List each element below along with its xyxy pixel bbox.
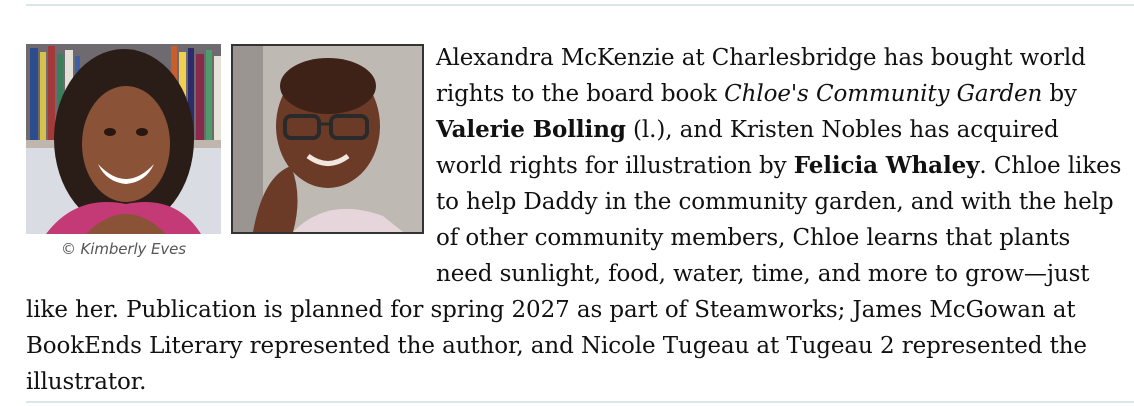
photo-credit: © Kimberly Eves — [60, 240, 186, 258]
illustrator-photo — [231, 44, 424, 234]
article-text: (l.), and Kristen Nobles has acquired world rights for illustration by — [436, 117, 1059, 179]
article-text: . Chloe likes to help Daddy in the community garden, and with the help of other community members, Chloe learns that plants need sunlight, food, water, time, and more to grow—just like her. Publication is planned for spring 2027 as part of Steamworks; James McGowan at BookEnds Literary represented the author, and Nicole Tugeau at Tugeau 2 represented the illustrator. — [26, 153, 1122, 395]
author-photos — [26, 40, 436, 276]
illustrator-name: Felicia Whaley — [793, 152, 980, 179]
top-divider — [26, 4, 1134, 6]
article-text: by — [1042, 81, 1077, 107]
article-text: Alexandra McKenzie at Charlesbridge has bought world rights to the board book — [436, 45, 1086, 107]
author-name: Valerie Bolling — [436, 116, 626, 143]
book-title: Chloe's Community Garden — [724, 81, 1043, 107]
article-body — [26, 40, 1126, 400]
author-photo — [26, 44, 221, 234]
bottom-divider — [26, 401, 1134, 403]
